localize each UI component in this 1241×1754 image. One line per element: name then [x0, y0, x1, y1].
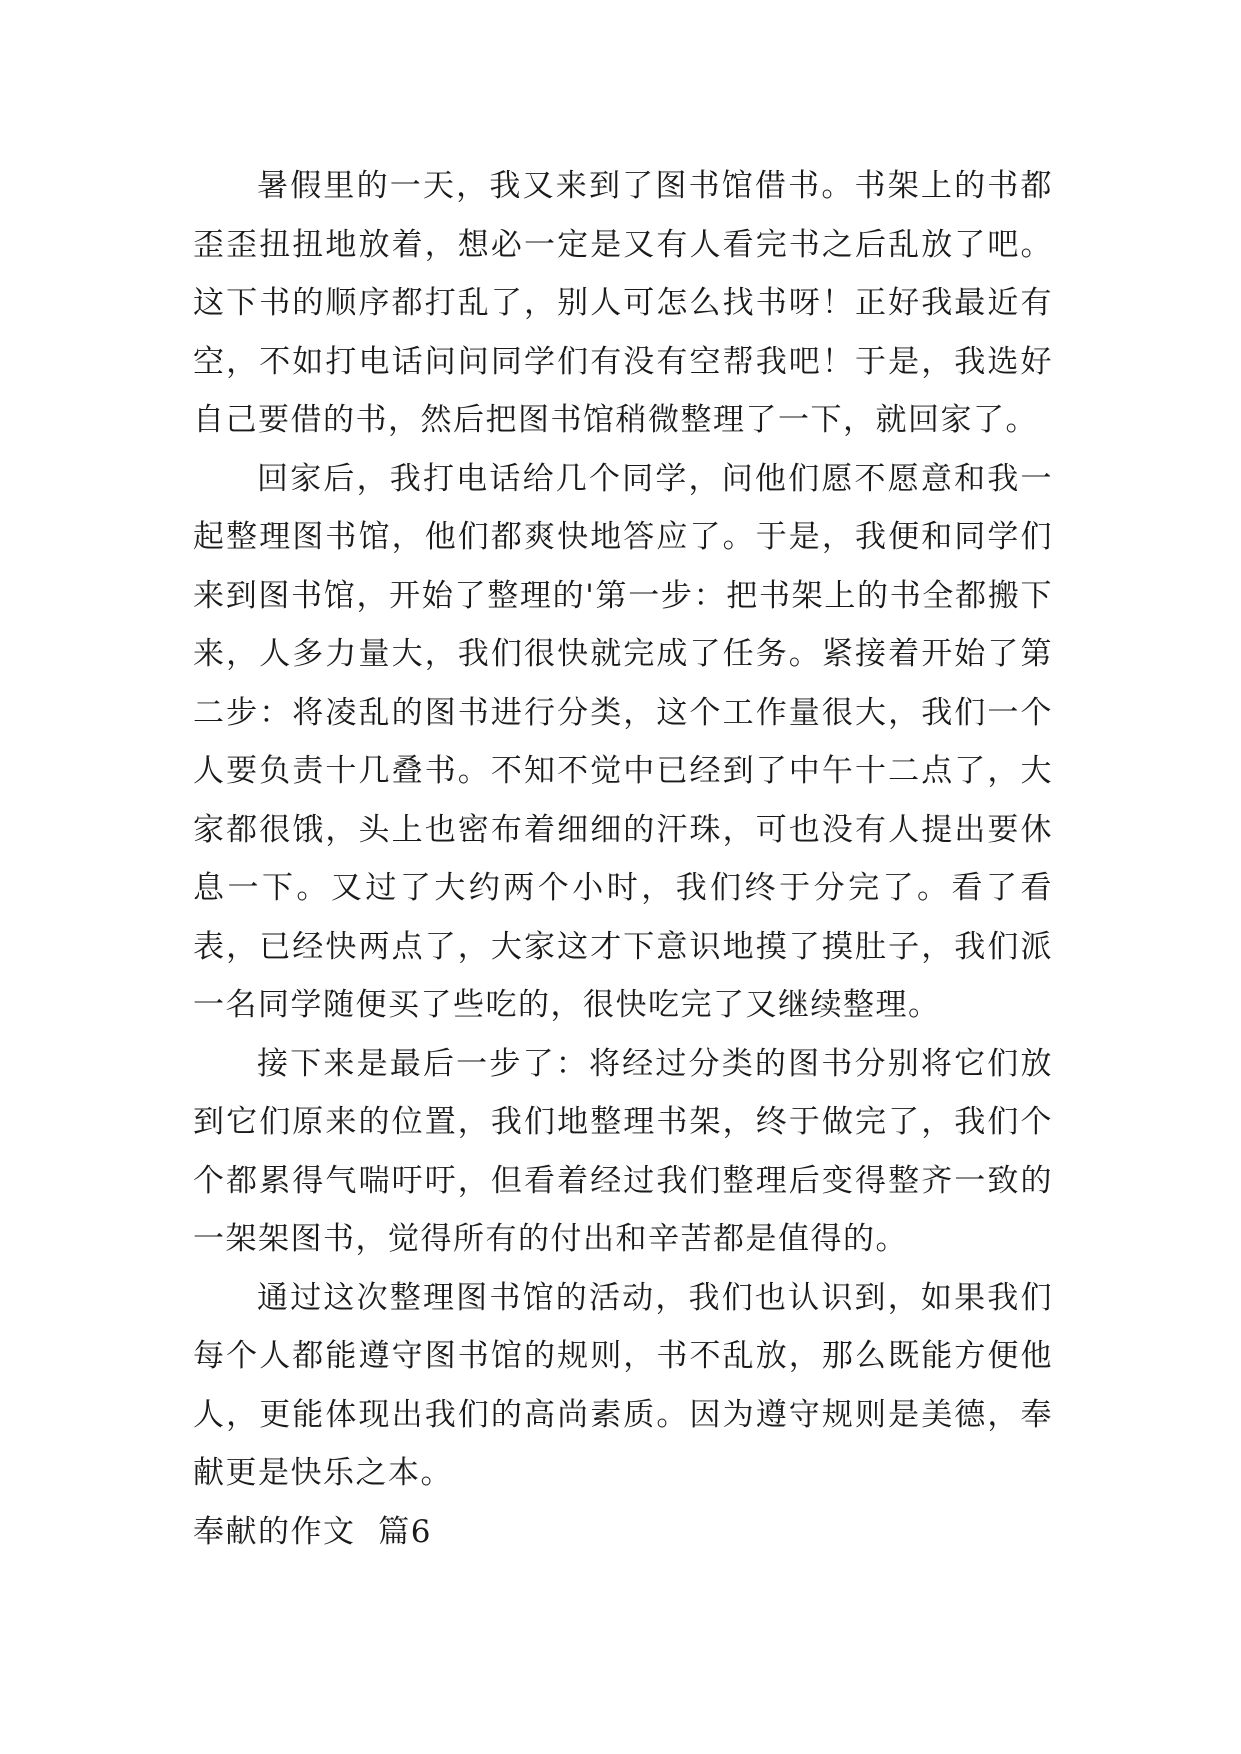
section-heading: 奉献的作文 篇6 [193, 1513, 432, 1550]
paragraph-4: 通过这次整理图书馆的活动，我们也认识到，如果我们每个人都能遵守图书馆的规则，书不乱放，那么既能方便他人，更能体现出我们的高尚素质。因为遵守规则是美德，奉献更是快乐之本。 [193, 1279, 1053, 1491]
paragraph-2: 回家后，我打电话给几个同学，问他们愿不愿意和我一起整理图书馆，他们都爽快地答应了。于是，我便和同学们来到图书馆，开始了整理的'第一步：把书架上的书全都搬下来，人多力量大，我们很快就完成了任务。紧接着开始了第二步：将凌乱的图书进行分类，这个工作量很大，我们一个人要负责十几叠书。不知不觉中已经到了中午十二点了，大家都很饿，头上也密布着细细的汗珠，可也没有人提出要休息一下。又过了大约两个小时，我们终于分完了。看了看表，已经快两点了，大家这才下意识地摸了摸肚子，我们派一名同学随便买了些吃的，很快吃完了又继续整理。 [193, 460, 1053, 1023]
document-body [193, 157, 1053, 1561]
paragraph-3: 接下来是最后一步了：将经过分类的图书分别将它们放到它们原来的位置，我们地整理书架，终于做完了，我们个个都累得气喘吁吁，但看着经过我们整理后变得整齐一致的一架架图书，觉得所有的付出和辛苦都是值得的。 [193, 1045, 1053, 1257]
paragraph-1: 暑假里的一天，我又来到了图书馆借书。书架上的书都歪歪扭扭地放着，想必一定是又有人看完书之后乱放了吧。这下书的顺序都打乱了，别人可怎么找书呀！正好我最近有空，不如打电话问问同学们有没有空帮我吧！于是，我选好自己要借的书，然后把图书馆稍微整理了一下，就回家了。 [193, 168, 1053, 438]
